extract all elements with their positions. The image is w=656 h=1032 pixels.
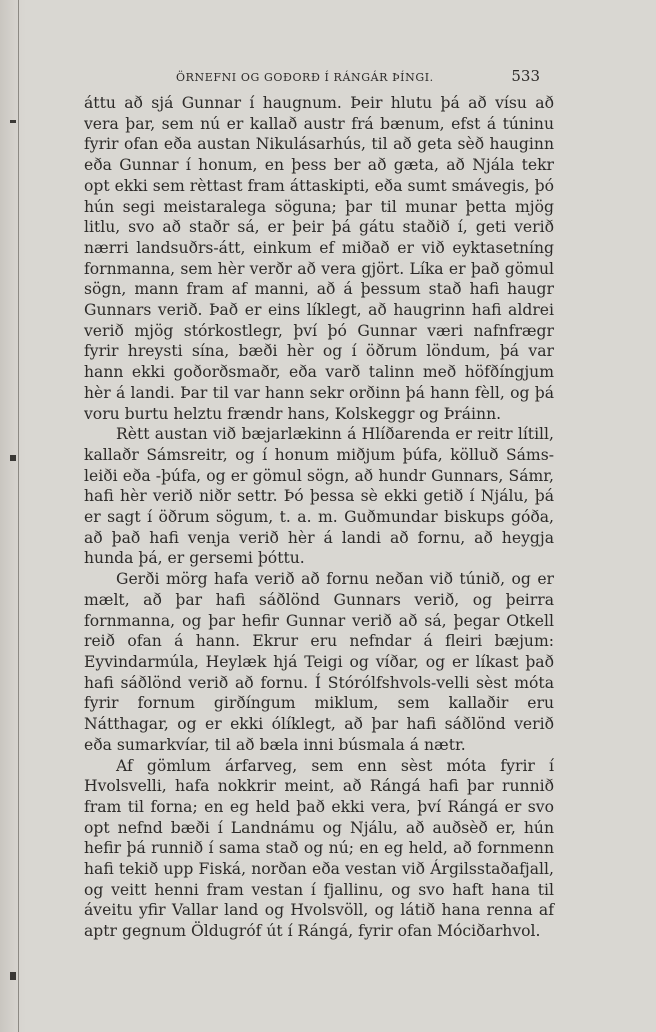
page-body <box>84 93 554 942</box>
running-head-title: ÖRNEFNI OG GOÐORÐ Í RÁNGÁR ÞÍNGI. <box>176 71 434 84</box>
binding-fold-line <box>18 0 19 1032</box>
margin-mark <box>10 972 16 980</box>
paragraph: Gerði mörg hafa verið að fornu neðan við túnið, og er mælt, að þar hafi sáðlönd Gunnars verið, og þeirra fornmanna, og þar hefir Gunnar verið að sá, þegar Otkell reið ofan á hann. Ekrur eru nefndar á fleiri bæjum: Eyvindarmúla, Heylæk hjá Teigi og víðar, og er líkast það hafi sáðlönd verið að fornu. Í Stórólfshvols-velli sèst móta fyrir fornum girðíngum miklum, sem kallaðir eru Nátthagar, og er ekki ólíklegt, að þar hafi sáðlönd verið eða sumarkvíar, til að bæla inni búsmala á nætr. <box>84 570 554 754</box>
paragraph: Af gömlum árfarveg, sem enn sèst móta fyrir í Hvolsvelli, hafa nokkrir meint, að Rángá hafi þar runnið fram til forna; en eg held það ekki vera, því Rángá er svo opt nefnd bæði í Landnámu og Njálu, að auðsèð er, hún hefir þá runnið í sama stað og nú; en eg held, að fornmenn hafi tekið upp Fiská, norðan eða vestan við Árgilsstaðafjall, og veitt henni fram vestan í fjallinu, og svo haft hana til áveitu yfir Vallar land og Hvolsvöll, og látið hana renna af aptr gegnum Öldugróf út í Rángá, fyrir ofan Móciðarhvol. <box>84 756 554 941</box>
paragraph: áttu að sjá Gunnar í haugnum. Þeir hlutu þá að vísu að vera þar, sem nú er kallað austr frá bænum, efst á túninu fyrir ofan eða austan Nikulásarhús, til að geta sèð hauginn eða Gunnar í honum, en þess ber að gæta, að Njála tekr opt ekki sem rèttast fram áttaskipti, eða sumt smávegis, þó hún segi meistaralega söguna; þar til munar þetta mjög litlu, svo að staðr sá, er þeir þá gátu staðið í, geti verið nærri landsuðrs-átt, einkum ef miðað er við eyktasetníng fornmanna, sem hèr verðr að vera gjört. Líka er það gömul sögn, mann fram af manni, að á þessum stað hafi haugr Gunnars verið. Það er eins líklegt, að haugrinn hafi aldrei verið mjög stórkostlegr, því þó Gunnar væri nafnfrægr fyrir hreysti sína, bæði hèr og í öðrum löndum, þá var hann ekki goðorðsmaðr, eða varð talinn með höfðíngjum hèr á landi. Þar til var hann sekr orðinn þá hann fèll, og þá voru burtu helztu frændr hans, Kolskeggr og Þráinn. <box>84 94 554 423</box>
running-head <box>84 67 540 85</box>
book-binding-edge <box>0 0 26 1032</box>
page-number: 533 <box>511 67 540 85</box>
paragraph: Rètt austan við bæjarlækinn á Hlíðarenda er reitr lítill, kallaðr Sámsreitr, og í honum miðjum þúfa, kölluð Sáms-leiði eða -þúfa, og er gömul sögn, að hundr Gunnars, Sámr, hafi hèr verið niðr settr. Þó þessa sè ekki getið í Njálu, þá er sagt í öðrum sögum, t. a. m. Guðmundar biskups góða, að það hafi venja verið hèr á landi að fornu, að heygja hunda þá, er gersemi þóttu. <box>84 425 554 568</box>
margin-mark <box>10 120 16 123</box>
margin-mark <box>10 455 16 461</box>
